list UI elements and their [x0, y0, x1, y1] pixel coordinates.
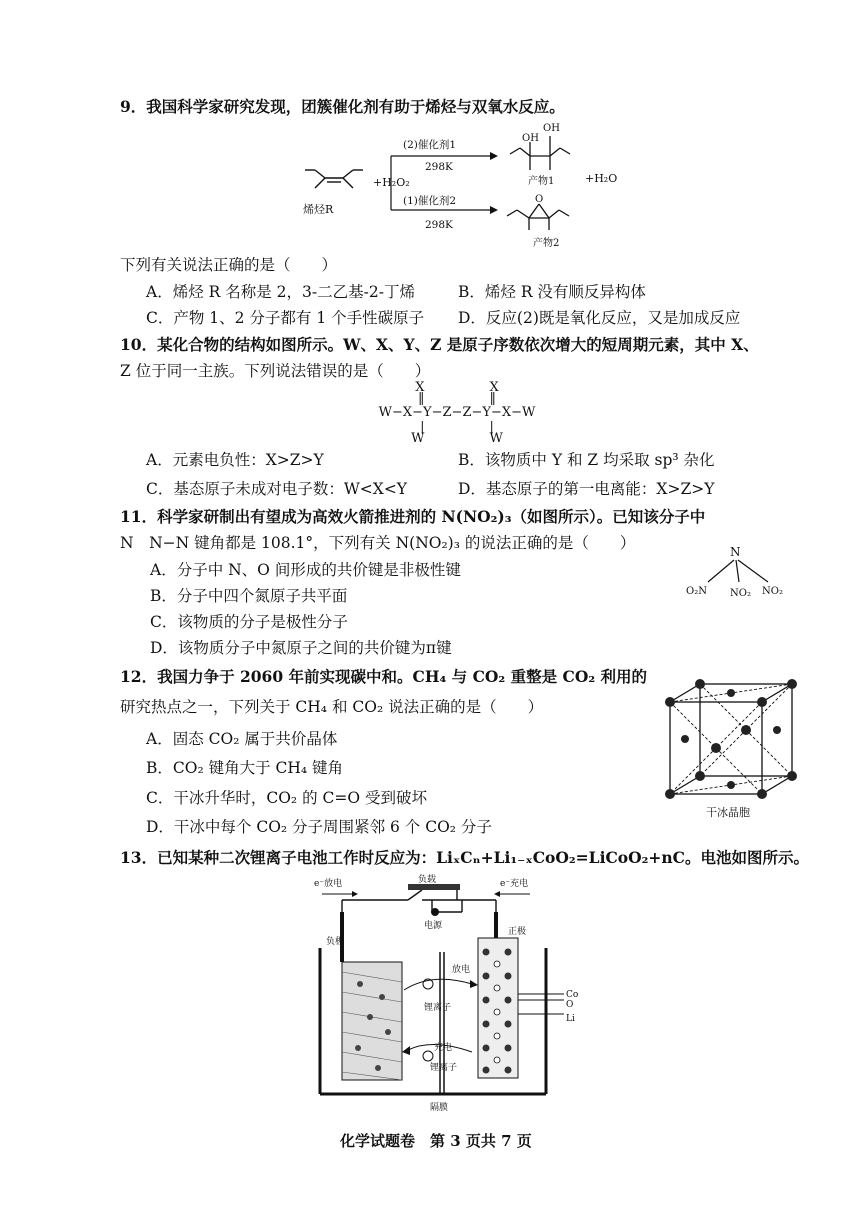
formula-double-bond: ‖ ‖	[417, 391, 496, 406]
h2o2-label: +H₂O₂	[373, 176, 410, 189]
page-footer: 化学试题卷 第 3 页共 7 页	[340, 1132, 532, 1150]
q11-option-c: C．该物质的分子是极性分子	[150, 613, 348, 631]
q10-option-d: D．基态原子的第一电离能：X>Z>Y	[458, 480, 715, 498]
q10-option-c: C．基态原子未成对电子数：W<X<Y	[146, 480, 408, 498]
q12-option-d: D．干冰中每个 CO₂ 分子周围紧邻 6 个 CO₂ 分子	[146, 818, 492, 836]
li-ion-label-1: 锂离子	[424, 1003, 452, 1013]
membrane-label: 隔膜	[430, 1103, 449, 1112]
q9-reaction-figure	[285, 118, 645, 250]
q9-option-c: C．产物 1、2 分子都有 1 个手性碳原子	[146, 309, 425, 327]
q11-option-a: A．分子中 N、O 间形成的共价键是非极性键	[150, 561, 461, 579]
positive-electrode-label: 正极	[508, 927, 527, 937]
q13-stem: 13．已知某种二次锂离子电池工作时反应为：LiₓCₙ+Li₁₋ₓCoO₂=LiCoO₂+nC。电池如图所示。	[120, 848, 810, 867]
cond-lower: (1)催化剂2	[403, 195, 457, 207]
product1-label: 产物1	[528, 176, 555, 187]
q11-stem-line1: 11．科学家研制出有望成为高效火箭推进剂的 N(NO₂)₃（如图所示）。已知该分子中	[120, 507, 706, 526]
q10-stem-line1: 10．某化合物的结构如图所示。W、X、Y、Z 是原子序数依次增大的短周期元素，其中 X、	[120, 335, 759, 354]
q9-question: 下列有关说法正确的是（ ）	[120, 256, 338, 274]
q9-option-b: B．烯烃 R 没有顺反异构体	[458, 283, 646, 301]
formula-main-chain: W−X−Y−Z−Z−Y−X−W	[378, 405, 536, 420]
formula-bottom: W W	[411, 431, 503, 446]
discharge-label: 放电	[452, 965, 471, 975]
product1-structure	[510, 136, 570, 170]
alkene-structure	[305, 170, 363, 188]
q9-option-d: D．反应(2)既是氧化反应，又是加成反应	[458, 309, 741, 327]
load-label: 负载	[418, 875, 437, 885]
q11-stem-line2: N N−N 键角都是 108.1°，下列有关 N(NO₂)₃ 的说法正确的是（ ）	[120, 534, 636, 552]
product2-structure	[507, 204, 569, 230]
water-label: +H₂O	[585, 172, 618, 185]
epoxide-o: O	[535, 194, 544, 205]
negative-electrode-label: 负极	[326, 937, 345, 947]
q10-option-a: A．元素电负性：X>Z>Y	[146, 451, 324, 469]
dry-ice-unit-cell-figure	[658, 672, 808, 822]
temp-upper: 298K	[425, 161, 453, 173]
charge-label: 充电	[434, 1043, 453, 1053]
co-label: Co	[566, 990, 579, 1000]
no2-right: NO₂	[762, 586, 783, 597]
discharge-electron-label: e⁻放电	[314, 879, 343, 889]
temp-lower: 298K	[425, 219, 453, 231]
q12-stem-line1: 12．我国力争于 2060 年前实现碳中和。CH₄ 与 CO₂ 重整是 CO₂ 利用的	[120, 667, 648, 686]
charge-electron-label: e⁻充电	[500, 879, 529, 889]
center-n: N	[730, 545, 741, 559]
no2-mid: NO₂	[730, 588, 751, 599]
alkene-label: 烯烃R	[303, 203, 334, 216]
li-ion-label-2: 锂离子	[430, 1063, 458, 1073]
no2-left: O₂N	[686, 586, 707, 597]
q11-n-no2-3-figure	[682, 542, 792, 604]
power-dot	[431, 908, 439, 916]
oh-label-2: OH	[543, 123, 560, 134]
power-label: 电源	[424, 921, 443, 931]
q10-stem-line2: Z 位于同一主族。下列说法错误的是（ ）	[120, 362, 431, 380]
cond-upper: (2)催化剂1	[403, 139, 457, 151]
dry-ice-caption: 干冰晶胞	[706, 806, 750, 819]
product2-label: 产物2	[533, 238, 560, 249]
o-label: O	[566, 1000, 574, 1010]
q11-option-d: D．该物质分子中氮原子之间的共价键为π键	[150, 639, 452, 657]
q12-option-a: A．固态 CO₂ 属于共价晶体	[146, 730, 338, 748]
formula-single-bond: | |	[420, 420, 494, 435]
oh-label-1: OH	[522, 133, 539, 144]
formula-top: X X	[415, 380, 499, 395]
q12-stem-line2: 研究热点之一，下列关于 CH₄ 和 CO₂ 说法正确的是（ ）	[120, 698, 544, 716]
q9-option-a: A．烯烃 R 名称是 2，3-二乙基-2-丁烯	[146, 283, 415, 301]
q9-stem: 9．我国科学家研究发现，团簇催化剂有助于烯烃与双氧水反应。	[120, 97, 565, 116]
q12-option-b: B．CO₂ 键角大于 CH₄ 键角	[146, 759, 344, 777]
lithium-battery-figure	[312, 872, 594, 1112]
q12-option-c: C．干冰升华时，CO₂ 的 C=O 受到破坏	[146, 789, 427, 807]
li-label: Li	[566, 1014, 575, 1024]
q11-option-b: B．分子中四个氮原子共平面	[150, 587, 348, 605]
q10-structure-formula	[372, 382, 542, 444]
q10-option-b: B．该物质中 Y 和 Z 均采取 sp³ 杂化	[458, 451, 715, 469]
